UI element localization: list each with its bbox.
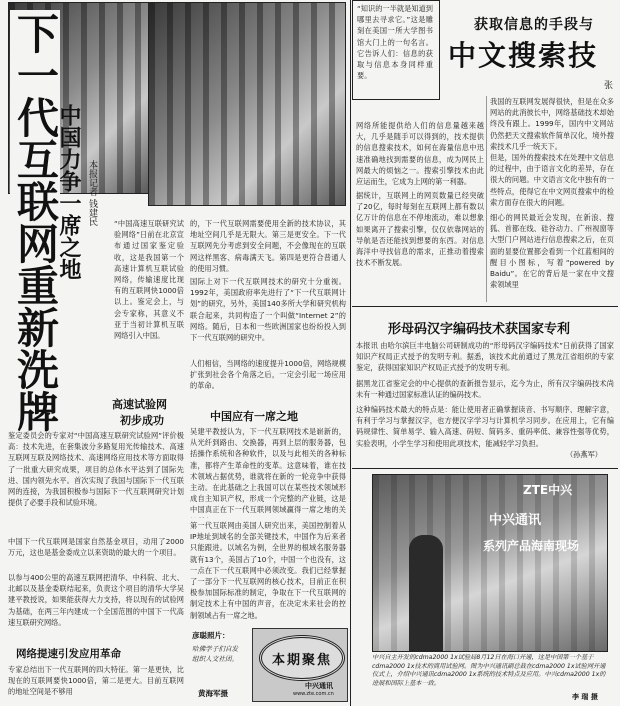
main-article-title: 下一代互联网重新洗牌 [10, 10, 60, 474]
conference-photo-right [148, 2, 346, 206]
main-article-intro: “中国高速互联研究试验网络”日前在北京宣布通过国家鉴定验收，这是我国第一个高速计算机互联试验网络，传输速度比现有的互联网快1000倍以上。鉴定会上，与会专家称，其意义不亚于当初计算机互联网络引入中国。 [114, 219, 184, 341]
column-2-text-3: 人们相信，当网络的速度提升1000倍，网络规模扩张到社会各个角落之后，一定会引起一场应用的革命。 [190, 359, 346, 391]
patent-text-1: 本报讯 由哈尔滨巨丰电脑公司研制成功的“形母码汉字编码技术”日前获得了国家知识产权局正式授予的发明专利。据悉，该技术此前通过了黑龙江省组织的专家鉴定，获得国家知识产权局正式授予的发明专利。 [356, 341, 614, 373]
photo-caption-text: 哈佛学子们自发组织人文社团。 [192, 645, 239, 663]
product-sign-2: 系列产品海南现场 [483, 539, 580, 553]
patent-text-2: 据黑龙江省鉴定会的中心提供的查新报告显示，迄今为止，所有汉字编码技术尚未有一种通过国家标准认证的编码技术。 [356, 379, 614, 400]
patent-article-title: 形母码汉字编码技术获国家专利 [388, 322, 571, 337]
section-heading-2: 网络提速引发应用革命 [16, 648, 121, 660]
search-column-divider [486, 96, 487, 302]
patent-top-rule [352, 306, 618, 307]
search-article-author: 张 [604, 81, 614, 91]
section-1-text-3: 以参与400公里的高速互联网把清华、中科院、北大、北邮以及基金委联结起来，负责这个项目的清华大学吴建平教授说，如果能获得大力支持，将以现有的试验网为基础，在两三年内建成一个全国范围的中国下一代高速互联研究网络。 [8, 573, 184, 627]
section-2-text: 专家总结出下一代互联网的四大特征。第一是更快，比现在的互联网要快1000倍，第二是更大。目前互联网的地址空间是不够用 [8, 665, 184, 697]
search-intro-continue [356, 100, 436, 110]
section-1-text-2: 中国下一代互联网是国家自然基金项目，动用了2000万元，这也是基金委成立以来资助的最大的一个项目。 [8, 537, 184, 558]
search-text-1: 网络所能提供给人们的信息量越来越大，几乎是随手可以得到的，技术提供的信息搜索技术，如何在海量信息中迅速准确地找到需要的信息，成为网民上网最大的烦恼之一。搜索引擎技术由此应运而生，它成为上网的第一利器。 [356, 121, 484, 187]
product-banner-text: ZTE中兴 [523, 483, 573, 497]
feature-stamp-text: 本期聚焦 [271, 652, 332, 668]
search-article-kicker: 获取信息的手段与 [474, 17, 594, 33]
patent-credit: （孙燕军） [566, 450, 602, 459]
section-heading-1: 高速试验网 [112, 398, 167, 411]
product-launch-photo [372, 474, 608, 652]
search-text-4: 但是，国外的搜索技术在处理中文信息的过程中，由于语言文化的差异，存在很大的问题。中文语言文化中独有的一些特点，使得它在中文网页搜索中的检索方面存在很大的问题。 [490, 153, 614, 207]
section-heading-1b: 初步成功 [120, 414, 164, 427]
search-text-5: 细心的网民最近会发现，在新浪、搜狐、首都在线、硅谷动力、广州视窗等大型门户网站进行信息搜索之后，在页面的显要位置都会看到一个红蓝相间的醒目小图标，写着“powered by Baidu”。在它的背后是一家在中文搜索领域里 [490, 213, 614, 290]
main-article-byline: 本报记者 钱建民 [87, 160, 97, 226]
search-article-title: 中文搜索技 [448, 39, 599, 72]
search-text-3: 我国的互联网发展得很快，但是在众多网站的此消彼长中，网络基础技术却始终没有跟上。1999年，国内中文网站仍然把天文搜索软件简单汉化，境外搜索技术几乎一统天下。 [490, 97, 614, 150]
product-sign-1: 中兴通讯 [489, 513, 542, 528]
main-article-subtitle: 中国力争一席之地 [56, 104, 82, 280]
photo-caption-label: 彦聪照片： [192, 631, 230, 640]
column-2-text-4: 吴建平教授认为，下一代互联网技术是崭新的，从光纤到路由、交换器，再到上层的服务器，包括操作系统和各种软件，以及与此相关的各种标准，都将产生革命性的变革。这意味着，谁在技术领域占据优势，谁就将在新的一轮竞争中获得主动。在此基础之上我国可以在某些技术领域形成自主知识产权，形成一个完整的产业链，这是中国真正在下一代互联网领域赢得一席之地的关 [190, 427, 346, 515]
column-divider [350, 0, 351, 706]
zte-url-text: www.zte.com.cn [293, 691, 334, 697]
zte-brand-text: 中兴通讯 [305, 682, 333, 690]
feature-logo-box [252, 628, 348, 702]
search-text-2: 据统计，互联网上的网页数量已经突破了20亿，每时每刻在互联网上都有数以亿万计的信息在不停地流动，难以想象如果离开了搜索引擎，仅仅依靠网站的导航是否还能找到想要的东西。对信息海洋中寻找信息的需求，正推动着搜索技术不断发展。 [356, 191, 484, 268]
product-top-rule [352, 468, 618, 469]
product-photo-credit: 李 瑞 摄 [572, 693, 598, 701]
column-2-text-2: 国际上对下一代互联网技术的研究十分重视。1992年，美国政府率先进行了“下一代互联网计划”的研究，另外，美国140多所大学和研究机构联合起来，共同构造了一个叫做“Internet 2”的网络。随后，日本和一些欧洲国家也纷纷投入到下一代互联网的研究中。 [190, 277, 346, 343]
product-photo-caption: 中兴自主开发的cdma2000 1x试验局8月12日在海口开通，这是中国第一个基于cdma2000 1x技术的商用试验网。图为中兴通讯副总裁在cdma2000 1x试验网开通仪式上，介绍中兴通讯cdma2000 1x系统的技术特点及应用。中兴cdma2000 1x的进展和国际上基本一致。 [372, 654, 606, 687]
column-2-text-5: 第一代互联网由美国人研究出来，美国控制着从IP地址到域名的全部关键技术，中国作为后来者只能跟进。以域名为例，全世界的根域名服务器就有13个，美国占了10个，中国一个也没有，这一点在下一代互联网中必须改变。我们已经掌握了一部分下一代互联网的核心技术，目前正在积极参加国际标准的制定，争取在下一代互联网的制定技术上有中国的声音，在决定未来社会的控制领域占有一席之地。 [190, 521, 346, 620]
presenter-figure [409, 535, 443, 651]
section-1-text: 鉴定委员会的专家对“中国高速互联研究试验网”评价极高：技术先进，在套集波分多路复用光传输技术、高速互联网互联及网络技术、高速网络应用技术等方面取得了一批重大研究成果，项目的总体水平达到了国际先进、国内领先水平。首次实现了我国与国际下一代互联网的连接，为我国积极参与国际下一代互联网研究计划提供了必要手段和试验环境。 [8, 431, 184, 508]
quote-text: “知识的一半就是知道到哪里去寻求它。”这是雕刻在美国一所大学图书馆大门上的一句名言。它告诉人们：信息的获取与信息本身同样重要。 [357, 4, 433, 81]
quote-box [352, 0, 440, 100]
photo-caption-credit: 黄海军摄 [198, 689, 228, 698]
column-2-text-1: 的，下一代互联网需要使用全新的技术协议，其地址空间几乎是无限大。第三是更安全。下一代互联网先分考虑到安全问题，不会像现在的互联网这样黑客、病毒满天飞。第四是更符合普通人的使用习惯。 [190, 219, 346, 273]
feature-stamp [259, 635, 345, 681]
patent-text-3: 这种编码技术最大的特点是：能让使用者正确掌握读音、书写顺序、理解字意，有利于学习与掌握汉字，也方便汉字学习与计算机学习同步。在应用上，它有编码规律性、简单易学、输入高速、码短、简码多、重码率低、兼容性强等优势，实验表明，小学生学习和使用此项技术，能减轻学习负担。 [356, 405, 614, 448]
section-heading-3: 中国应有一席之地 [210, 410, 298, 423]
